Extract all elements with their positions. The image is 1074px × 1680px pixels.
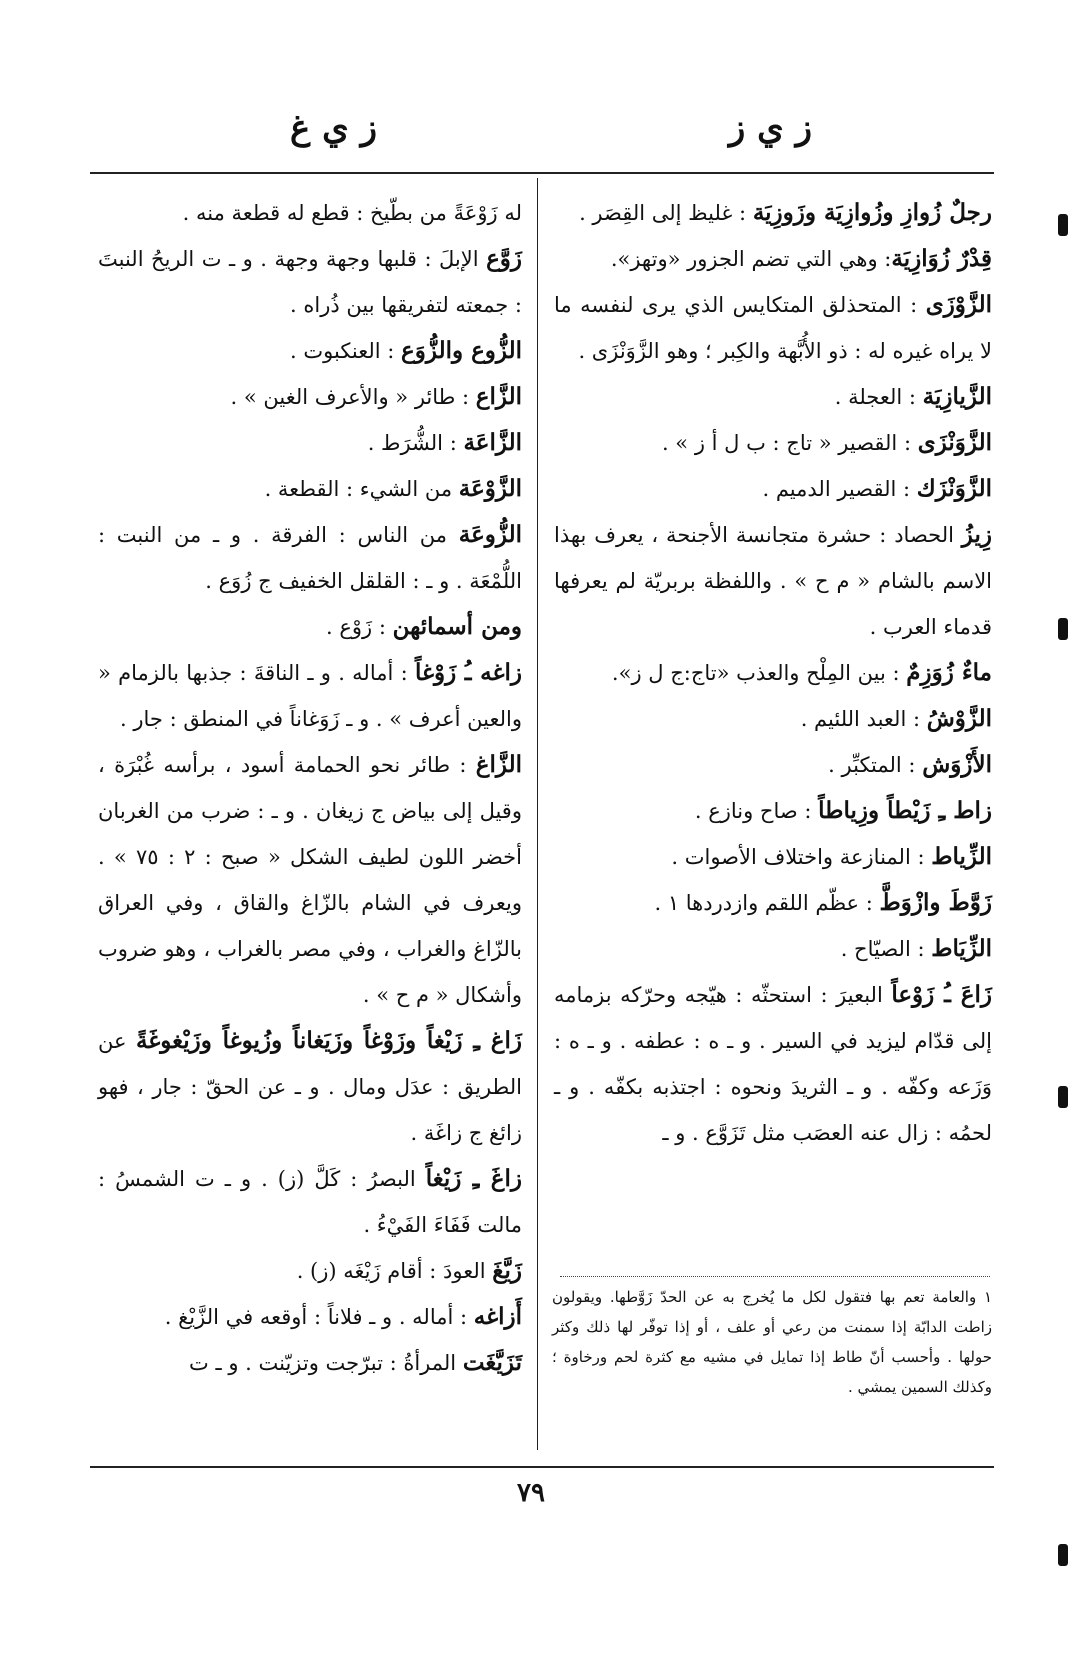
definition: من الناس : الفرقة . و ـ من النبت : اللُّمْعَة . و ـ : القلقل الخفيف ج زُوَع . bbox=[98, 523, 522, 593]
bottom-rule bbox=[90, 1466, 994, 1468]
entry-14 bbox=[98, 1294, 522, 1340]
entry-11 bbox=[554, 788, 992, 834]
entry-8 bbox=[554, 650, 992, 696]
scan-edge-mark bbox=[1058, 214, 1068, 236]
definition: : أماله . و ـ الناقةَ : جذبها بالزمام « والعين أعرف » . و ـ زَوَغاناً في المنطق : جار . bbox=[98, 661, 522, 731]
scan-edge-mark bbox=[1058, 1086, 1068, 1108]
headword: الأَزْوَش bbox=[922, 751, 992, 778]
entry-13 bbox=[554, 880, 992, 926]
scan-edge-mark bbox=[1058, 618, 1068, 640]
definition: البعيرَ : استحثّه : هيّجه وحرّكه بزمامه إلى قدّام ليزيد في السير . و ـ ه : عطفه . و ـ ه : وَزَعه وكفّه . و ـ الثريدَ ونحوه : اجتذبه بكفّه . و ـ لحمُه : زال عنه العصَب مثل تَزَوَّع . و ـ bbox=[554, 983, 992, 1145]
entry-3 bbox=[554, 282, 992, 374]
entry-12 bbox=[554, 834, 992, 880]
entry-2 bbox=[554, 236, 992, 282]
definition: الإبلَ : قلبها وجهة وجهة . و ـ ت الريحُ النبتَ : جمعته لتفريقها بين ذُراه . bbox=[98, 247, 522, 317]
entry-12 bbox=[98, 1156, 522, 1248]
definition: : الصيّاح . bbox=[840, 937, 932, 961]
entry-10 bbox=[554, 742, 992, 788]
headword: أَزاغه bbox=[473, 1303, 522, 1330]
definition: : بين المِلْح والعذب «تاج:ج ل ز». bbox=[611, 661, 907, 685]
entry-10 bbox=[98, 742, 522, 1018]
headword: ماءٌ زُوَزِمٌ bbox=[906, 659, 992, 686]
headword: الزِّياط bbox=[931, 843, 992, 870]
headword: الزَّوْعَة bbox=[458, 475, 522, 502]
entry-5 bbox=[98, 420, 522, 466]
definition: العودَ : أقام زَيْغَه (ز) . bbox=[296, 1259, 493, 1283]
entry-2 bbox=[98, 236, 522, 328]
headword: زَاغ ـِ زَيْغاً وزَوْغاً وزَيَغاناً وزُيوغاً وزَيْغوغَةً bbox=[135, 1027, 522, 1054]
definition: : العجلة . bbox=[834, 385, 923, 409]
headword: رجلٌ زُوازِ وزُوازِيَة وزَوزِيَة bbox=[752, 199, 992, 226]
footnote-rule bbox=[560, 1276, 990, 1277]
entry-5 bbox=[554, 420, 992, 466]
headword: الزَّاعَة bbox=[463, 429, 522, 456]
entry-7 bbox=[98, 512, 522, 604]
page-number: ٧٩ bbox=[517, 1478, 545, 1508]
headword: زَوَّع bbox=[486, 245, 522, 272]
definition: : زَوْع . bbox=[325, 615, 393, 639]
definition: : وهي التي تضم الجزور «وتهز». bbox=[610, 247, 892, 271]
definition: : طائر « والأعرف الغين » . bbox=[230, 385, 476, 409]
headword: زِيزُ bbox=[961, 521, 992, 548]
headword: زَاعَ ـُ زَوْعاً bbox=[891, 981, 992, 1008]
definition: : المتحذلق المتكايس الذي يرى لنفسه ما لا يراه غيره له : ذو الأُبَّهة والكِبر ؛ وهو الزَّوَنْزَى . bbox=[554, 293, 992, 363]
column-divider bbox=[537, 178, 538, 1450]
headword: زاغَ ـِ زَيْغاً bbox=[425, 1165, 522, 1192]
entry-4 bbox=[554, 374, 992, 420]
definition: عن الطريق : عدَل ومال . و ـ عن الحقّ : جار ، فهو زائغ ج زاغَة . bbox=[98, 1029, 522, 1145]
definition: الحصاد : حشرة متجانسة الأجنحة ، يعرف بهذا الاسم بالشام « م ح » . واللفظة بربريّة لم يعرفها قدماء العرب . bbox=[554, 523, 992, 639]
definition: : القصير « تاج : ب ل أ ز » . bbox=[661, 431, 918, 455]
headword: الزُّوعَة bbox=[458, 521, 522, 548]
definition: : صاح ونازع . bbox=[694, 799, 819, 823]
headword: تَزَيَّغَت bbox=[462, 1349, 522, 1376]
definition: : المتكبِّر . bbox=[828, 753, 923, 777]
headword: زاغه ـُ زَوْغاً bbox=[414, 659, 522, 686]
definition: : القصير الدميم . bbox=[762, 477, 917, 501]
headword: الزُّوع والزُّوَع bbox=[401, 337, 522, 364]
footnotes bbox=[552, 1282, 992, 1402]
entry-6 bbox=[98, 466, 522, 512]
headword: قِدْرٌ زُوَازِيَة bbox=[891, 245, 992, 272]
entry-7 bbox=[554, 512, 992, 650]
headword: زَوَّطَ وازْوَطَّ bbox=[879, 889, 992, 916]
definition: من الشيء : القطعة . bbox=[264, 477, 459, 501]
entry-9 bbox=[98, 650, 522, 742]
entry-4 bbox=[98, 374, 522, 420]
headword: الزَّوْزَى bbox=[925, 291, 992, 318]
entry-3 bbox=[98, 328, 522, 374]
entry-15 bbox=[98, 1340, 522, 1386]
headword: الزَّوَنْزَك bbox=[916, 475, 992, 502]
headword: الزَّيازِيَة bbox=[922, 383, 992, 410]
entry-14 bbox=[554, 926, 992, 972]
definition: : أماله . و ـ فلاناً : أوقعه في الزَّيْغ . bbox=[164, 1305, 474, 1329]
entry-8 bbox=[98, 604, 522, 650]
headword: الزَّوْشُ bbox=[926, 705, 992, 732]
definition: المرأةُ : تبرّجت وتزيّنت . و ـ ت bbox=[189, 1351, 463, 1375]
entry-9 bbox=[554, 696, 992, 742]
headword: زَيَّغَ bbox=[492, 1257, 522, 1284]
entry-6 bbox=[554, 466, 992, 512]
left-column bbox=[98, 190, 522, 1386]
definition: : غليظ إلى القِصَر . bbox=[579, 201, 753, 225]
headword: الزَّوَنْزَى bbox=[917, 429, 992, 456]
headword: الزِّيَاط bbox=[931, 935, 992, 962]
definition: : عظّم اللقم وازدردها ١ . bbox=[654, 891, 880, 915]
definition: : طائر نحو الحمامة أسود ، برأسه غُبْرَة ، وقيل إلى بياض ج زيغان . و ـ : ضرب من الغربان أخضر اللون لطيف الشكل « صبح : ٢ : ٧٥ » . ويعرف في الشام بالزّاغ والقاق ، وفي العراق بالزّاغ والغراب ، وفي مصر بالغراب ، وهو ضروب وأشكال « م ح » . bbox=[98, 753, 522, 1007]
headword: زاط ـِ زَيْطاً وزِياطاً bbox=[818, 797, 992, 824]
definition: : الشُّرَط . bbox=[367, 431, 464, 455]
right-column-header: ز ي ز bbox=[728, 108, 812, 148]
scan-edge-mark bbox=[1058, 1544, 1068, 1566]
footnote-1: ١ والعامة تعم بها فتقول لكل ما يُخرج به عن الحدّ زَوَّطها. ويقولون زاطت الدابّة إذا سمنت من رعي أو علف ، أو إذا توفّر لها ذلك وكثر حولها . وأحسب أنّ طاط إذا تمايل في مشيه مع كثرة لحم ورخاوة ؛ وكذلك السمين يمشي . bbox=[552, 1288, 992, 1396]
definition: له زَوْعَةً من بطّيخ : قطع له قطعة منه . bbox=[182, 201, 522, 225]
entry-1 bbox=[554, 190, 992, 236]
definition: : العبد اللئيم . bbox=[800, 707, 927, 731]
definition: : المنازعة واختلاف الأصوات . bbox=[671, 845, 932, 869]
definition: البصرُ : كَلَّ (ز) . و ـ ت الشمسُ : مالت فَفَاءَ الفَيْءُ . bbox=[98, 1167, 522, 1237]
entry-1 bbox=[98, 190, 522, 236]
entry-13 bbox=[98, 1248, 522, 1294]
left-column-header: ز ي غ bbox=[290, 108, 377, 148]
right-column bbox=[554, 190, 992, 1156]
entry-15 bbox=[554, 972, 992, 1156]
definition: : العنكبوت . bbox=[290, 339, 402, 363]
headword: ومن أسمائهن bbox=[392, 613, 522, 640]
entry-11 bbox=[98, 1018, 522, 1156]
headword: الزَّاع bbox=[475, 383, 522, 410]
headword: الزَّاغ bbox=[475, 751, 522, 778]
top-rule bbox=[90, 172, 994, 174]
